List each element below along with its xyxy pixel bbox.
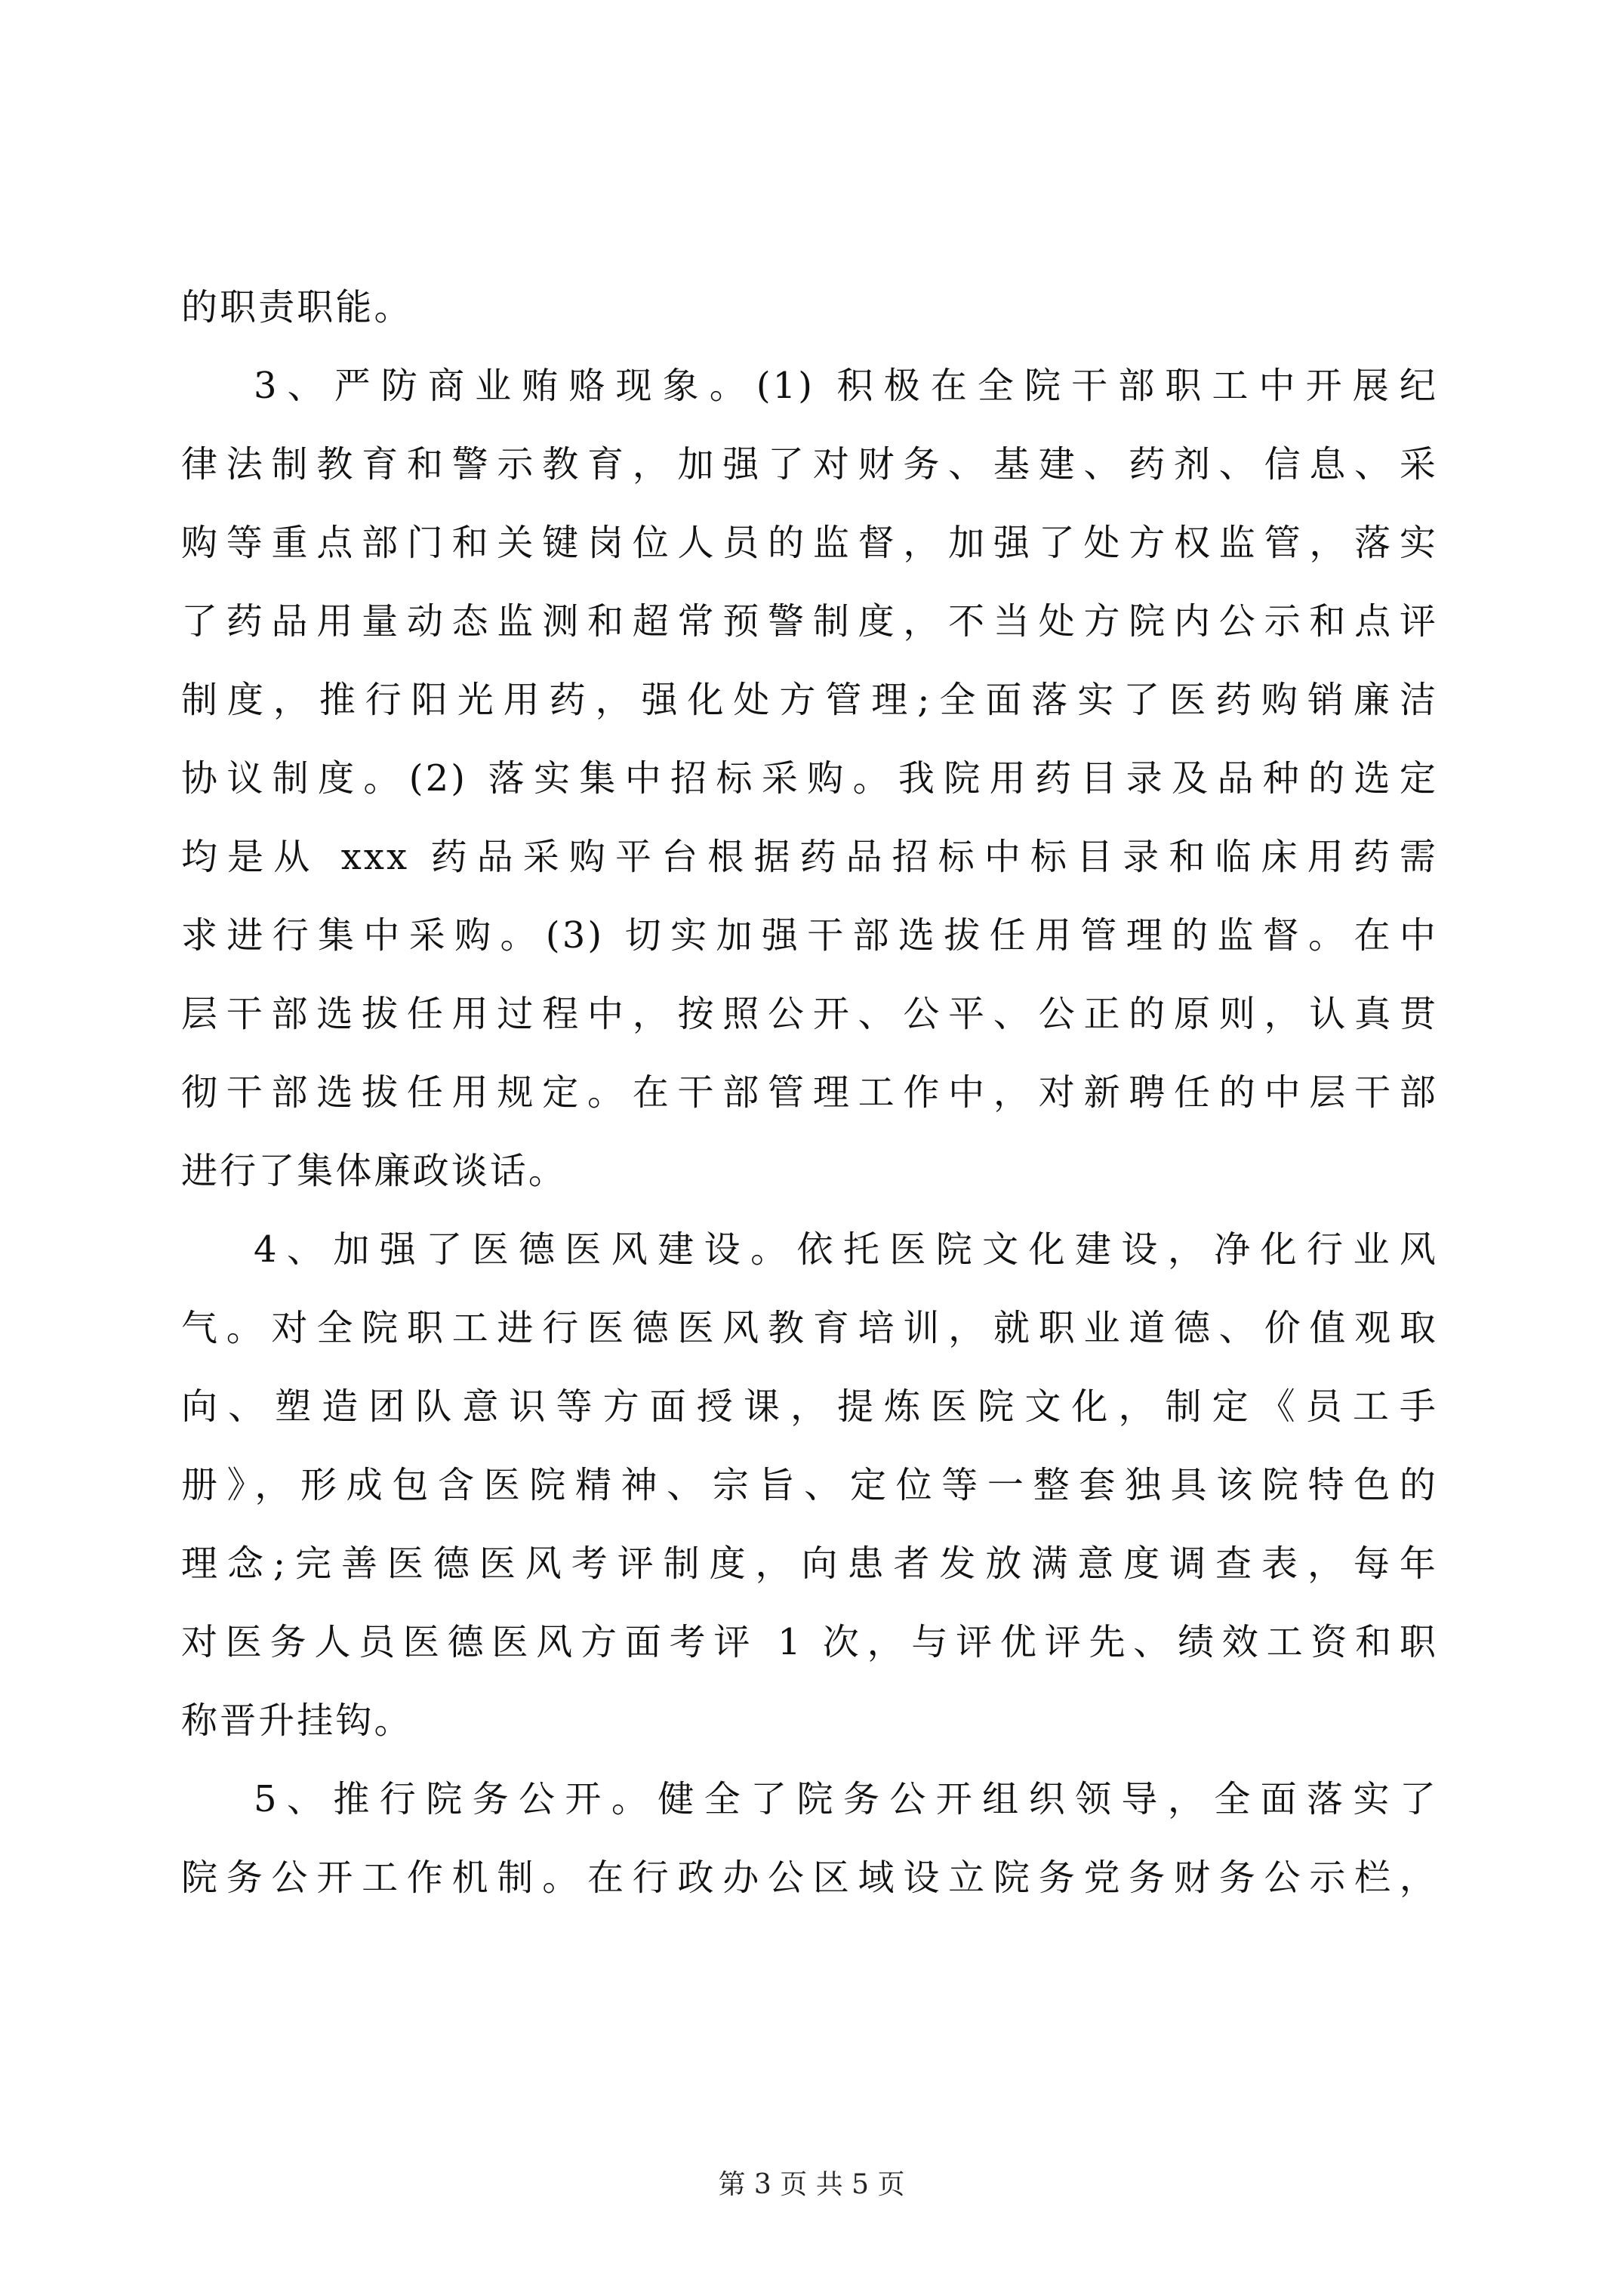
text-line: 律法制教育和警示教育，加强了对财务、基建、药剂、信息、采: [181, 443, 1438, 485]
text-line: 称晋升挂钩。: [181, 1700, 413, 1742]
text-line: 3、严防商业贿赂现象。(1) 积极在全院干部职工中开展纪: [254, 365, 1438, 407]
text-line: 4、加强了医德医风建设。依托医院文化建设，净化行业风: [254, 1228, 1438, 1271]
text-line: 向、塑造团队意识等方面授课，提炼医院文化，制定《员工手: [181, 1385, 1438, 1428]
text-line: 进行了集体廉政谈话。: [181, 1150, 568, 1192]
text-line: 制度，推行阳光用药，强化处方管理;全面落实了医药购销廉洁: [181, 679, 1438, 721]
text-line: 协议制度。(2) 落实集中招标采购。我院用药目录及品种的选定: [181, 757, 1438, 800]
text-line: 册》，形成包含医院精神、宗旨、定位等一整套独具该院特色的: [181, 1464, 1438, 1506]
text-line: 均是从 xxx 药品采购平台根据药品招标中标目录和临床用药需: [181, 836, 1438, 878]
text-line: 层干部选拔任用过程中，按照公开、公平、公正的原则，认真贯: [181, 993, 1438, 1035]
text-line: 气。对全院职工进行医德医风教育培训，就职业道德、价值观取: [181, 1307, 1438, 1349]
text-line: 购等重点部门和关键岗位人员的监督，加强了处方权监管，落实: [181, 522, 1438, 564]
text-line: 院务公开工作机制。在行政办公区域设立院务党务财务公示栏，: [181, 1857, 1438, 1899]
document-body: [181, 268, 1438, 1917]
text-line: 理念;完善医德医风考评制度，向患者发放满意度调查表，每年: [181, 1542, 1438, 1585]
text-line: 对医务人员医德医风方面考评 1 次，与评优评先、绩效工资和职: [181, 1621, 1438, 1663]
text-line: 5、推行院务公开。健全了院务公开组织领导，全面落实了: [254, 1778, 1438, 1820]
text-line: 求进行集中采购。(3) 切实加强干部选拔任用管理的监督。在中: [181, 914, 1438, 957]
text-line: 彻干部选拔任用规定。在干部管理工作中，对新聘任的中层干部: [181, 1071, 1438, 1114]
text-line: 了药品用量动态监测和超常预警制度，不当处方院内公示和点评: [181, 600, 1438, 643]
text-line: 的职责职能。: [181, 286, 413, 328]
page-footer: 第 3 页 共 5 页: [718, 2169, 905, 2200]
